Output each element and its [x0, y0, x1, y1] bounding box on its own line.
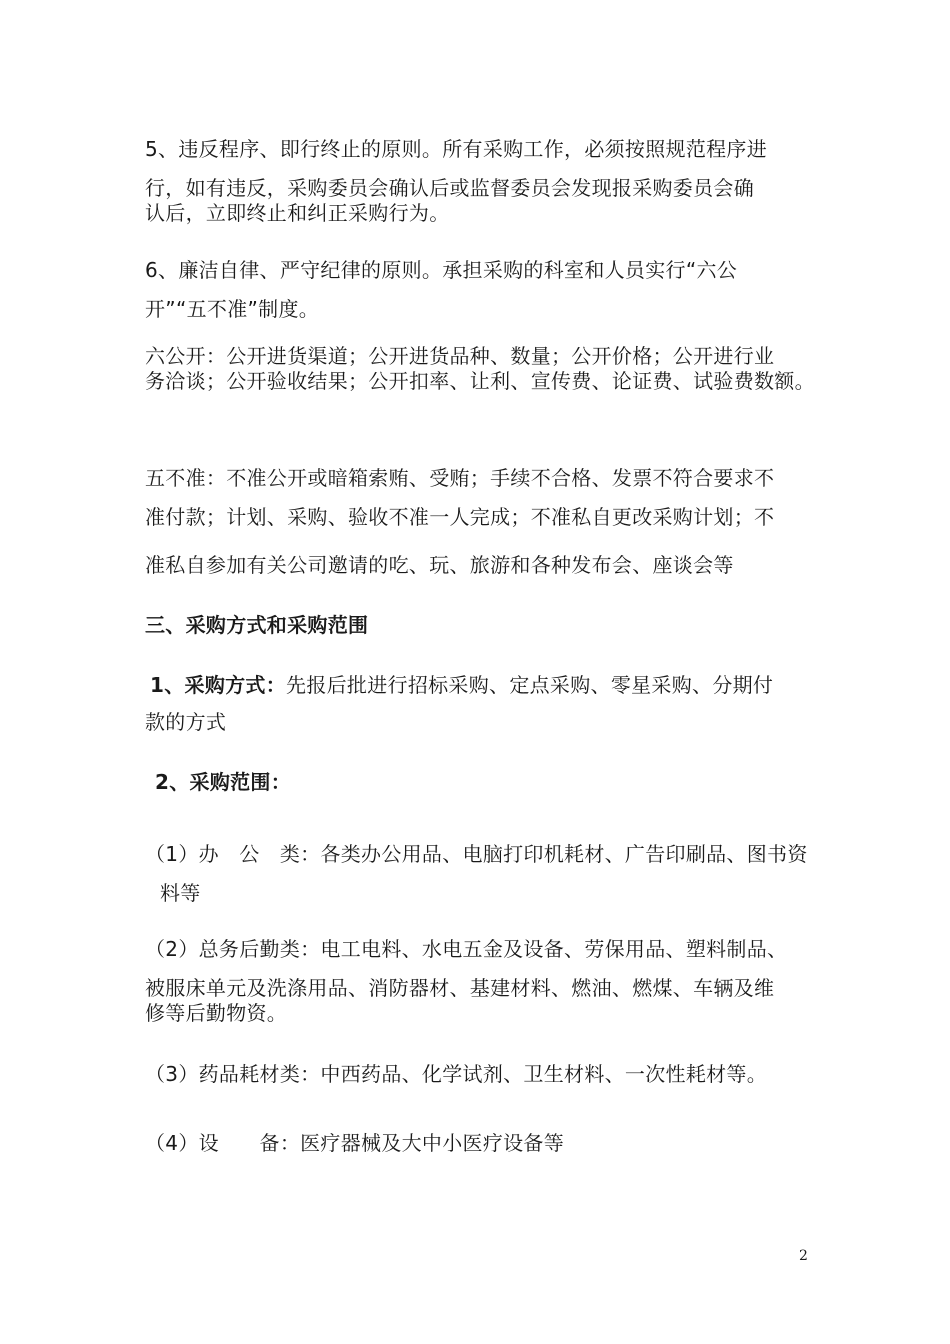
- principle-5-line-3: 认后，立即终止和纠正采购行为。: [145, 201, 450, 225]
- five-prohibitions-line-3: 准私自参加有关公司邀请的吃、玩、旅游和各种发布会、座谈会等: [145, 553, 734, 577]
- six-open-line-2: 务洽谈；公开验收结果；公开扣率、让利、宣传费、论证费、试验费数额。: [145, 369, 815, 393]
- method-line-2: 款的方式: [145, 710, 227, 734]
- page-number: 2: [799, 1248, 808, 1264]
- section-heading: 三、采购方式和采购范围: [145, 613, 369, 637]
- scope-1-line-1: （1）办 公 类：各类办公用品、电脑打印机耗材、广告印刷品、图书资: [145, 842, 808, 866]
- scope-heading: 2、采购范围：: [155, 770, 292, 794]
- method-label: 1、采购方式：: [150, 673, 287, 697]
- principle-5-line-2: 行，如有违反，采购委员会确认后或监督委员会发现报采购委员会确: [145, 176, 754, 200]
- method-text: 先报后批进行招标采购、定点采购、零星采购、分期付: [286, 673, 774, 697]
- scope-2-line-1: （2）总务后勤类：电工电料、水电五金及设备、劳保用品、塑料制品、: [145, 937, 788, 961]
- five-prohibitions-line-1: 五不准：不准公开或暗箱索贿、受贿；手续不合格、发票不符合要求不: [145, 466, 775, 490]
- principle-6-line-2: 开”“五不准”制度。: [145, 297, 320, 321]
- scope-2-line-2: 被服床单元及洗涤用品、消防器材、基建材料、燃油、燃煤、车辆及维: [145, 976, 775, 1000]
- six-open-line-1: 六公开：公开进货渠道；公开进货品种、数量；公开价格；公开进行业: [145, 344, 775, 368]
- principle-5-line-1: 5、违反程序、即行终止的原则。所有采购工作，必须按照规范程序进: [145, 137, 768, 161]
- scope-1-line-2: 料等: [160, 881, 201, 905]
- scope-2-line-3: 修等后勤物资。: [145, 1001, 288, 1025]
- five-prohibitions-line-2: 准付款；计划、采购、验收不准一人完成；不准私自更改采购计划；不: [145, 505, 775, 529]
- principle-6-line-1: 6、廉洁自律、严守纪律的原则。承担采购的科室和人员实行“六公: [145, 258, 738, 282]
- scope-4-line: （4）设 备：医疗器械及大中小医疗设备等: [145, 1131, 565, 1155]
- scope-3-line: （3）药品耗材类：中西药品、化学试剂、卫生材料、一次性耗材等。: [145, 1062, 768, 1086]
- method-line-1: [150, 673, 773, 697]
